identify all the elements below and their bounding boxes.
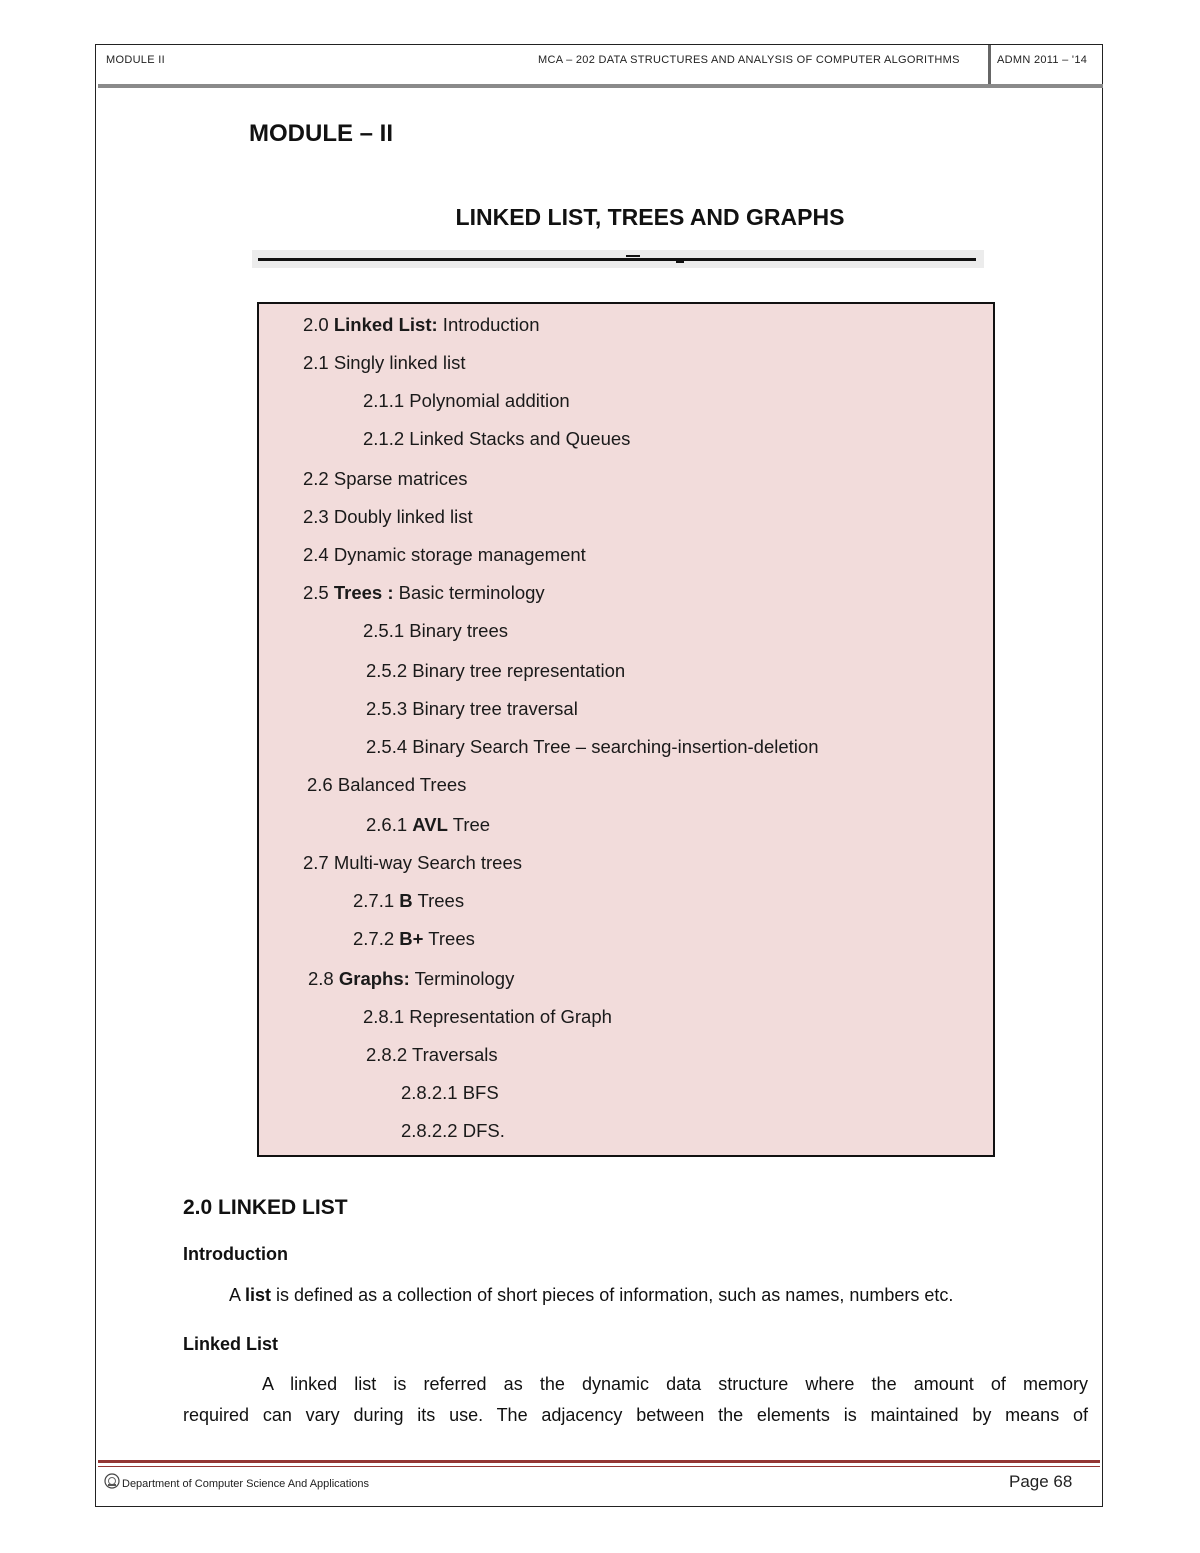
chapter-title: LINKED LIST, TREES AND GRAPHS	[455, 204, 845, 230]
department-logo-icon	[104, 1473, 120, 1489]
header-divider	[988, 45, 991, 85]
list-definition: A list is defined as a collection of short pieces of information, such as names, numbers etc.	[229, 1285, 954, 1305]
toc-item-2-5: 2.5 Trees : Basic terminology	[303, 582, 545, 603]
toc-item-2-7: 2.7 Multi-way Search trees	[303, 852, 523, 873]
toc-item-2-3: 2.3 Doubly linked list	[303, 506, 473, 527]
toc-item-2-6-1: 2.6.1 AVL Tree	[366, 814, 491, 835]
toc-item-2-7-1: 2.7.1 B Trees	[353, 890, 465, 911]
title-underline-mark	[676, 261, 684, 263]
toc-item-2-1-2: 2.1.2 Linked Stacks and Queues	[363, 428, 631, 449]
footer-rule	[98, 1460, 1100, 1463]
linked-list-paragraph-line-1: A linked list is referred as the dynamic data structure where the amount of memory	[262, 1374, 1088, 1394]
footer-rule-thin	[98, 1466, 1100, 1467]
section-heading: 2.0 LINKED LIST	[183, 1196, 348, 1219]
toc-item-2-1: 2.1 Singly linked list	[303, 352, 466, 373]
linked-list-paragraph-line-2: required can vary during its use. The adjacency between the elements is maintained by means of	[183, 1405, 1088, 1425]
introduction-heading: Introduction	[183, 1244, 288, 1264]
footer-department: Department of Computer Science And Applications	[122, 1478, 370, 1490]
toc-item-2-8-1: 2.8.1 Representation of Graph	[363, 1006, 612, 1027]
toc-item-2-5-3: 2.5.3 Binary tree traversal	[366, 698, 578, 719]
page-number: Page 68	[1009, 1472, 1073, 1491]
toc-item-2-0: 2.0 Linked List: Introduction	[303, 314, 540, 335]
toc-item-2-8-2-1: 2.8.2.1 BFS	[401, 1082, 499, 1103]
header-module-label: MODULE II	[106, 54, 165, 66]
toc-item-2-8: 2.8 Graphs: Terminology	[308, 968, 515, 989]
toc-item-2-4: 2.4 Dynamic storage management	[303, 544, 586, 565]
title-underline	[258, 258, 976, 261]
toc-item-2-5-2: 2.5.2 Binary tree representation	[366, 660, 626, 681]
header-course-title: MCA – 202 DATA STRUCTURES AND ANALYSIS OF COMPUTER ALGORITHMS	[538, 54, 960, 66]
toc-item-2-5-4: 2.5.4 Binary Search Tree – searching-insertion-deletion	[366, 736, 819, 757]
title-underline-mark	[626, 255, 640, 257]
toc-item-2-8-2: 2.8.2 Traversals	[366, 1044, 498, 1065]
toc-item-2-1-1: 2.1.1 Polynomial addition	[363, 390, 570, 411]
toc-item-2-7-2: 2.7.2 B+ Trees	[353, 928, 475, 949]
header-admission-year: ADMN 2011 – '14	[997, 54, 1088, 66]
linked-list-heading: Linked List	[183, 1334, 279, 1354]
toc-item-2-5-1: 2.5.1 Binary trees	[363, 620, 509, 641]
toc-item-2-8-2-2: 2.8.2.2 DFS.	[401, 1120, 505, 1141]
header-rule	[98, 84, 1103, 88]
toc-item-2-6: 2.6 Balanced Trees	[307, 774, 467, 795]
module-title: MODULE – II	[249, 120, 394, 147]
toc-item-2-2: 2.2 Sparse matrices	[303, 468, 468, 489]
